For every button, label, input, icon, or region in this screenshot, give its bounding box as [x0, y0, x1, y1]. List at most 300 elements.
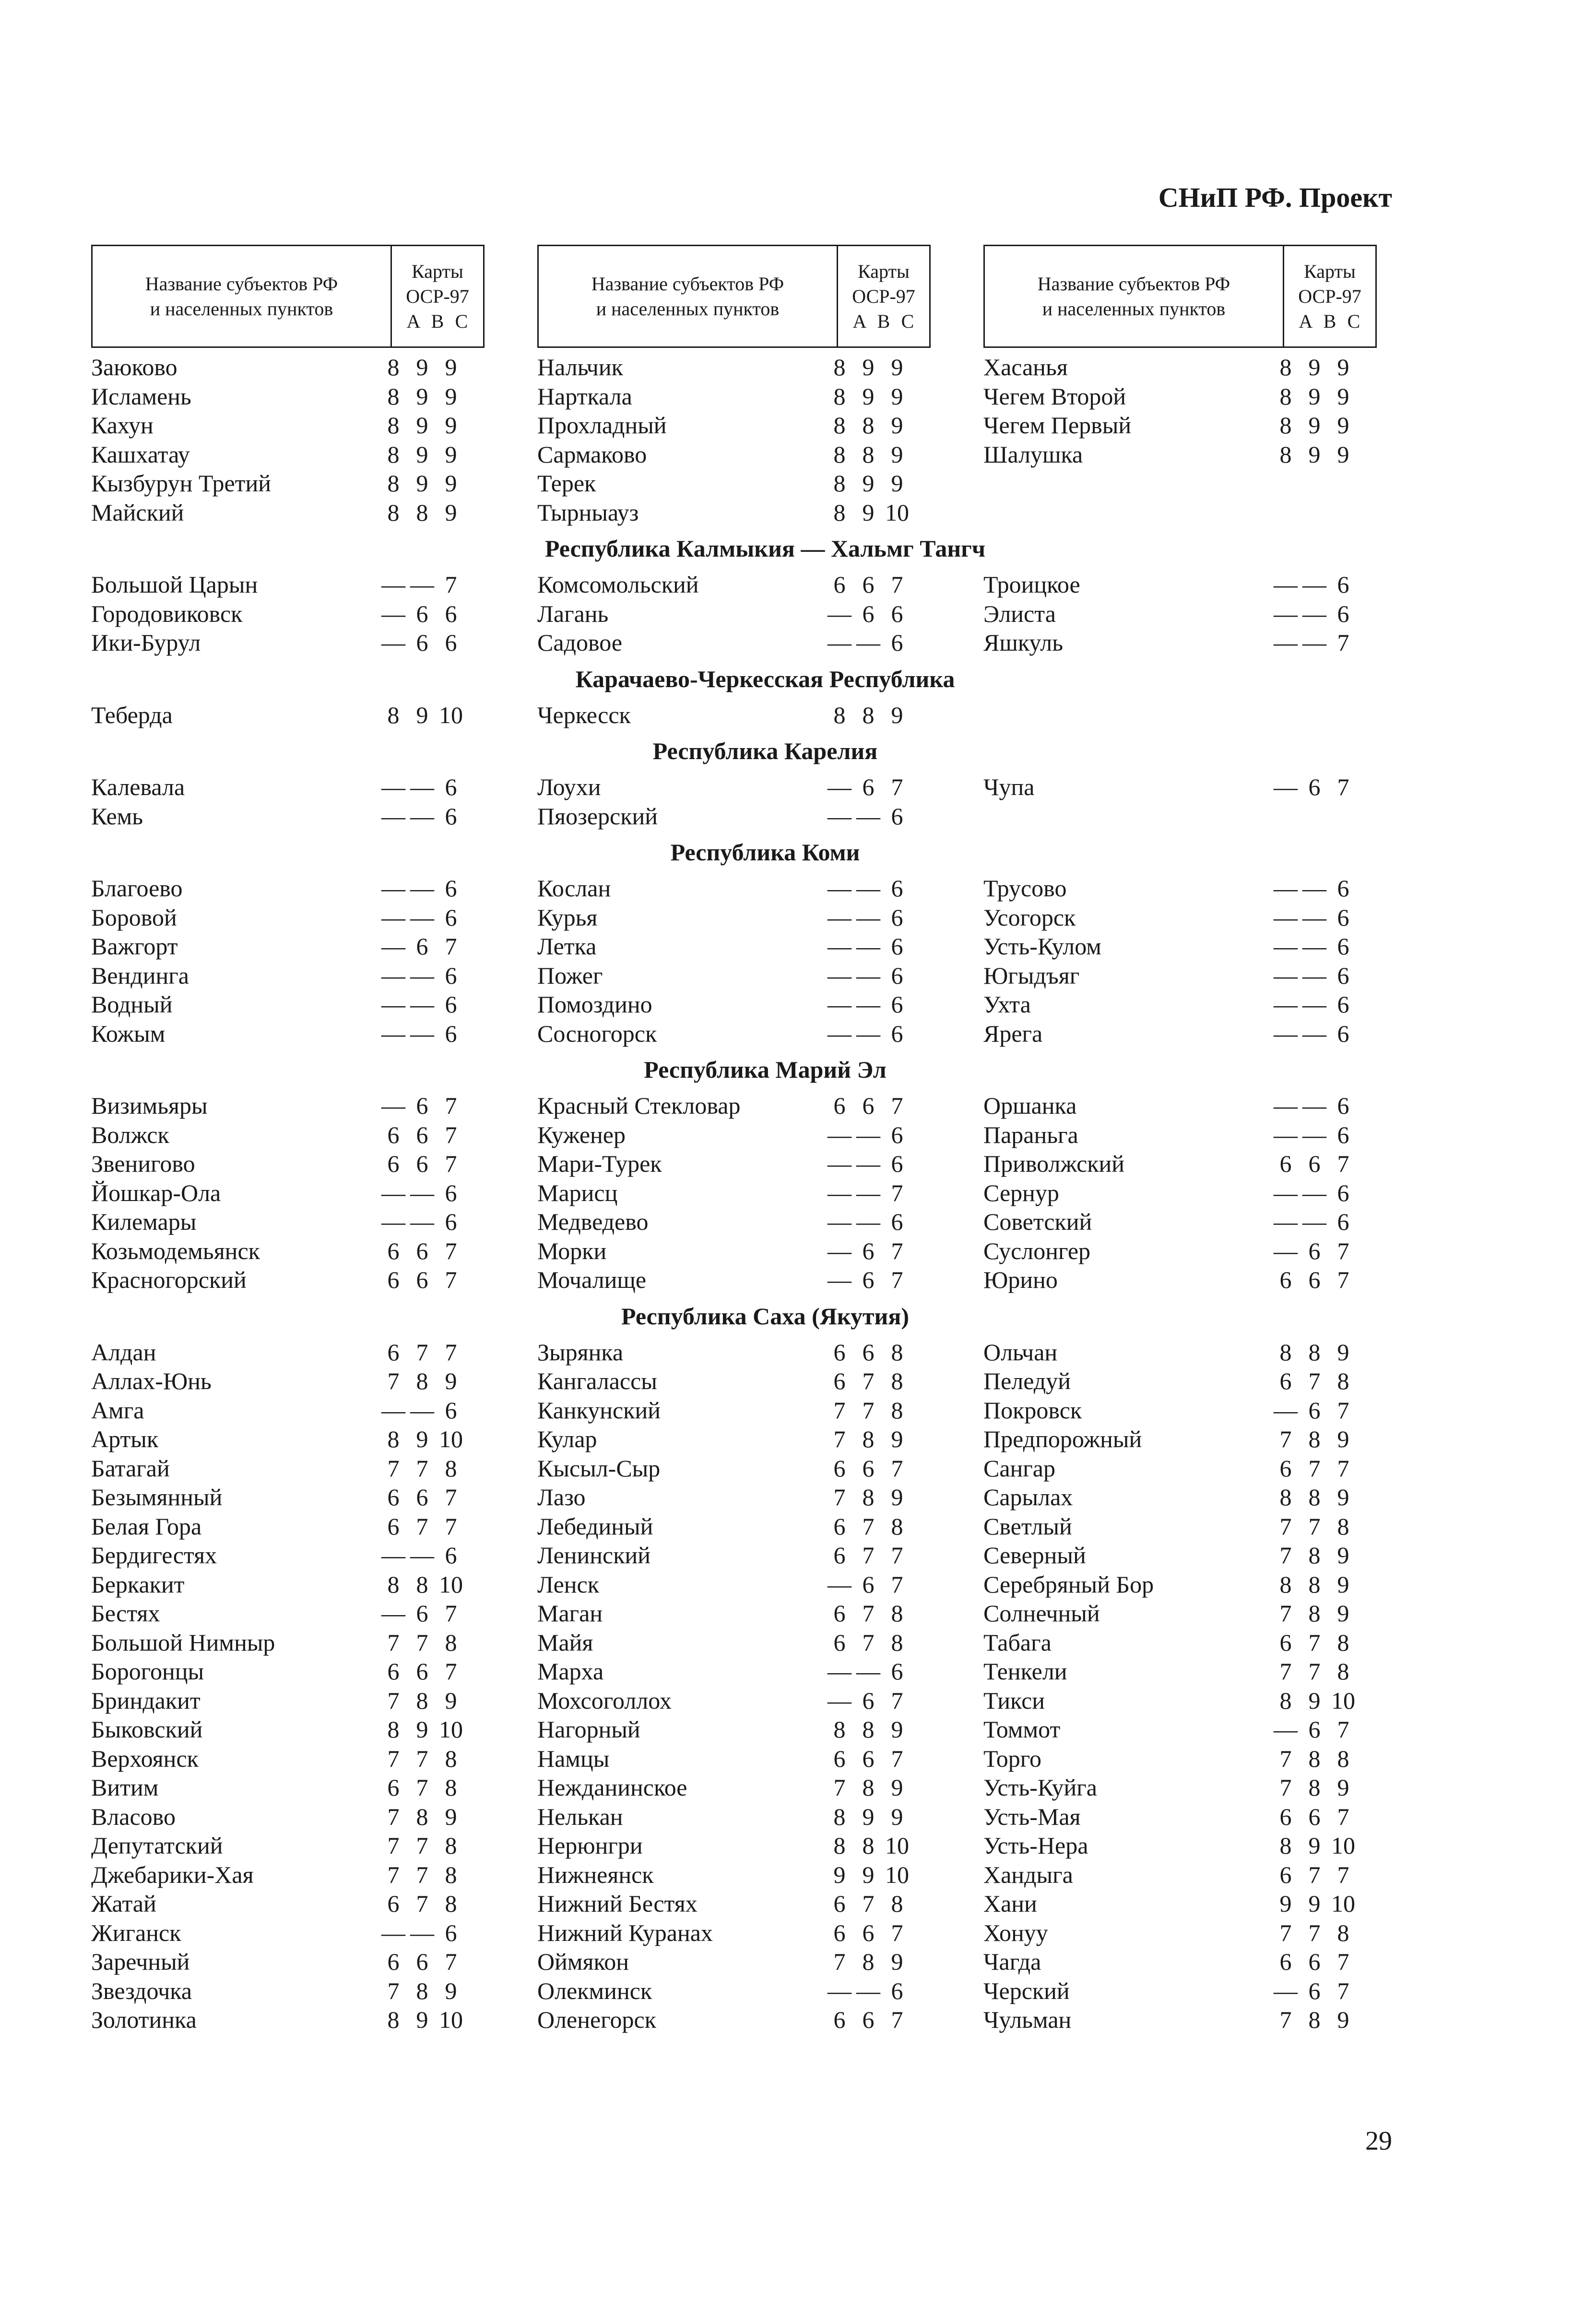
- map-b-value: 9: [1308, 1687, 1321, 1714]
- map-c-value: 9: [891, 1948, 903, 1975]
- map-c-value: 8: [1337, 1368, 1349, 1394]
- table-row: [983, 773, 1391, 802]
- map-b-value: 7: [862, 1890, 875, 1917]
- settlement-name: Звездочка: [91, 1977, 192, 2004]
- table-row: [983, 1570, 1391, 1599]
- settlement-name: Нагорный: [537, 1716, 640, 1743]
- map-b-value: 8: [862, 1484, 875, 1511]
- table-column: [537, 773, 983, 831]
- header-name-line2: и населенных пунктов: [150, 297, 333, 320]
- map-a-value: —: [1274, 1092, 1298, 1119]
- map-b-value: —: [410, 1542, 434, 1569]
- map-b-value: —: [856, 1658, 880, 1685]
- map-c-value: 7: [891, 1919, 903, 1946]
- table-row: [537, 1686, 983, 1715]
- header-col-c: C: [1347, 310, 1360, 332]
- map-a-value: —: [828, 904, 851, 931]
- map-a-value: 6: [387, 1948, 400, 1975]
- map-a-value: 7: [1279, 1774, 1292, 1801]
- table-row: [91, 1512, 537, 1541]
- table-row: [537, 2005, 983, 2034]
- map-a-value: 8: [1279, 1338, 1292, 1366]
- map-b-value: 8: [1308, 1426, 1321, 1452]
- map-a-value: 7: [833, 1948, 846, 1975]
- settlement-name: Золотинка: [91, 2006, 197, 2033]
- table-row: [91, 1947, 537, 1976]
- map-c-value: 7: [891, 1687, 903, 1714]
- header-map-columns: [848, 309, 920, 334]
- settlement-name: Оймякон: [537, 1948, 629, 1975]
- map-c-value: 9: [891, 1716, 903, 1743]
- table-row: [537, 1207, 983, 1237]
- map-a-value: 8: [833, 1803, 846, 1830]
- map-b-value: 8: [1308, 2006, 1321, 2033]
- table-row: [537, 382, 983, 411]
- map-a-value: —: [1274, 904, 1298, 931]
- map-a-value: —: [828, 1121, 851, 1148]
- map-a-value: —: [1274, 1121, 1298, 1148]
- map-a-value: 8: [833, 1832, 846, 1859]
- map-c-value: 8: [445, 1774, 457, 1801]
- map-b-value: 7: [862, 1542, 875, 1569]
- settlement-name: Красный Стекловар: [537, 1092, 741, 1119]
- header-maps-line2: ОСР-97: [1298, 285, 1361, 307]
- settlement-name: Элиста: [983, 600, 1056, 627]
- header-maps-line2: ОСР-97: [852, 285, 915, 307]
- region-title: Республика Коми: [670, 839, 860, 866]
- section-columns: [91, 353, 1391, 527]
- settlement-name: Бердигестях: [91, 1542, 217, 1569]
- section-columns: [91, 1091, 1391, 1295]
- table-row: [537, 1599, 983, 1628]
- map-b-value: 7: [862, 1368, 875, 1394]
- region-title: Республика Калмыкия — Хальмг Тангч: [544, 535, 986, 562]
- map-b-value: 6: [1308, 1266, 1321, 1293]
- table-headers: [91, 245, 1391, 348]
- map-a-value: —: [381, 991, 405, 1018]
- map-b-value: —: [856, 1179, 880, 1206]
- table-row: [537, 599, 983, 629]
- table-column: [91, 701, 537, 730]
- map-b-value: 8: [1308, 1570, 1321, 1598]
- map-b-value: 7: [1308, 1368, 1321, 1394]
- map-c-value: 7: [891, 1745, 903, 1772]
- map-c-value: 9: [1337, 1570, 1349, 1598]
- table-row: [537, 570, 983, 599]
- header-col-c: C: [455, 310, 468, 332]
- map-c-value: 6: [891, 933, 903, 960]
- table-row: [91, 1889, 537, 1918]
- table-row: [983, 1425, 1391, 1454]
- map-b-value: 9: [416, 354, 428, 381]
- map-c-value: 7: [445, 1484, 457, 1511]
- map-c-value: 6: [891, 991, 903, 1018]
- settlement-name: Хонуу: [983, 1919, 1048, 1946]
- map-b-value: 8: [862, 1716, 875, 1743]
- map-c-value: 10: [439, 1716, 463, 1743]
- map-b-value: 6: [1308, 1396, 1321, 1424]
- header-maps-line2: ОСР-97: [406, 285, 469, 307]
- map-b-value: 9: [416, 2006, 428, 2033]
- table-row: [537, 1425, 983, 1454]
- table-column: [91, 353, 537, 527]
- table-row: [537, 498, 983, 527]
- table-row: [91, 990, 537, 1019]
- table-column: [537, 353, 983, 527]
- table-row: [91, 1178, 537, 1208]
- map-a-value: —: [381, 1542, 405, 1569]
- map-a-value: 7: [387, 1368, 400, 1394]
- map-c-value: 6: [891, 904, 903, 931]
- map-a-value: 8: [387, 1716, 400, 1743]
- map-a-value: —: [1274, 571, 1298, 598]
- settlement-name: Калевала: [91, 773, 185, 800]
- map-a-value: —: [381, 1208, 405, 1235]
- map-a-value: 8: [833, 470, 846, 497]
- map-c-value: 7: [891, 773, 903, 800]
- map-a-value: 6: [833, 1338, 846, 1366]
- map-a-value: 6: [387, 1512, 400, 1540]
- map-a-value: 8: [387, 354, 400, 381]
- map-c-value: 6: [891, 1020, 903, 1047]
- map-b-value: 7: [1308, 1919, 1321, 1946]
- table-row: [91, 628, 537, 657]
- map-c-value: 9: [891, 1803, 903, 1830]
- table-row: [91, 1454, 537, 1483]
- map-c-value: 6: [1337, 600, 1349, 627]
- map-a-value: 7: [1279, 1658, 1292, 1685]
- settlement-name: Пожег: [537, 962, 603, 989]
- table-column: [983, 773, 1391, 831]
- map-c-value: 9: [445, 1687, 457, 1714]
- map-c-value: 6: [1337, 571, 1349, 598]
- map-a-value: —: [1274, 875, 1298, 902]
- map-b-value: 6: [862, 1338, 875, 1366]
- map-c-value: 7: [1337, 773, 1349, 800]
- table-row: [983, 1120, 1391, 1150]
- table-row: [537, 802, 983, 831]
- map-c-value: 7: [445, 1512, 457, 1540]
- settlement-name: Ленск: [537, 1570, 600, 1598]
- header-col-b: B: [877, 310, 890, 332]
- map-a-value: —: [1274, 1396, 1298, 1424]
- map-a-value: —: [1274, 962, 1298, 989]
- table-row: [983, 961, 1391, 990]
- map-c-value: 9: [1337, 440, 1349, 468]
- settlement-name: Лебединый: [537, 1512, 653, 1540]
- table-row: [983, 1265, 1391, 1295]
- table-row: [983, 1744, 1391, 1773]
- table-column: [537, 1091, 983, 1295]
- table-column: [91, 1091, 537, 1295]
- settlement-name: Усть-Нера: [983, 1832, 1088, 1859]
- header-name-cell: [93, 246, 392, 346]
- map-b-value: —: [856, 991, 880, 1018]
- map-a-value: —: [381, 571, 405, 598]
- map-c-value: 8: [1337, 1512, 1349, 1540]
- table-row: [983, 1396, 1391, 1425]
- map-a-value: —: [1274, 1237, 1298, 1264]
- table-row: [91, 1918, 537, 1948]
- table-row: [983, 1599, 1391, 1628]
- table-column: [983, 1338, 1391, 2034]
- table-row: [537, 932, 983, 961]
- settlement-name: Ярега: [983, 1020, 1043, 1047]
- map-b-value: 9: [1308, 1890, 1321, 1917]
- map-b-value: —: [856, 1121, 880, 1148]
- settlement-name: Серебряный Бор: [983, 1570, 1154, 1598]
- map-c-value: 10: [1331, 1890, 1355, 1917]
- section-columns: [91, 570, 1391, 657]
- settlement-name: Волжск: [91, 1121, 169, 1148]
- settlement-name: Мари-Турек: [537, 1150, 662, 1177]
- map-c-value: 9: [891, 1426, 903, 1452]
- map-c-value: 6: [1337, 1208, 1349, 1235]
- map-c-value: 10: [439, 2006, 463, 2033]
- map-a-value: —: [828, 1658, 851, 1685]
- map-a-value: 7: [387, 1745, 400, 1772]
- settlement-name: Верхоянск: [91, 1745, 199, 1772]
- map-c-value: 10: [1331, 1687, 1355, 1714]
- settlement-name: Джебарики-Хая: [91, 1861, 254, 1888]
- table-row: [91, 440, 537, 469]
- map-b-value: 6: [416, 629, 428, 656]
- map-a-value: 7: [1279, 1600, 1292, 1627]
- table-column: [983, 353, 1391, 527]
- table-row: [537, 1512, 983, 1541]
- map-c-value: 6: [891, 1121, 903, 1148]
- settlement-name: Кызбурун Третий: [91, 470, 272, 497]
- map-a-value: 8: [387, 499, 400, 526]
- map-a-value: —: [381, 904, 405, 931]
- table-row: [91, 1657, 537, 1686]
- settlement-name: Вендинга: [91, 962, 189, 989]
- map-b-value: 7: [1308, 1861, 1321, 1888]
- settlement-name: Майский: [91, 499, 184, 526]
- map-a-value: —: [828, 1020, 851, 1047]
- table-row: [983, 932, 1391, 961]
- map-b-value: 8: [862, 1426, 875, 1452]
- table-header-box: [91, 245, 485, 348]
- header-name-line1: Название субъектов РФ: [591, 273, 784, 295]
- map-a-value: 7: [1279, 1426, 1292, 1452]
- map-a-value: 7: [387, 1803, 400, 1830]
- map-b-value: 6: [1308, 1716, 1321, 1743]
- map-c-value: 9: [1337, 412, 1349, 439]
- settlement-name: Кулар: [537, 1426, 597, 1452]
- settlement-name: Марха: [537, 1658, 604, 1685]
- table-row: [983, 1976, 1391, 2006]
- table-row: [983, 1657, 1391, 1686]
- map-a-value: 6: [833, 1600, 846, 1627]
- map-b-value: 7: [1308, 1629, 1321, 1656]
- map-a-value: 6: [1279, 1803, 1292, 1830]
- settlement-name: Кангалассы: [537, 1368, 657, 1394]
- map-a-value: —: [828, 1179, 851, 1206]
- table-row: [91, 1686, 537, 1715]
- map-b-value: 7: [416, 1338, 428, 1366]
- map-c-value: 10: [885, 1832, 909, 1859]
- table-row: [537, 1019, 983, 1048]
- map-b-value: 6: [862, 1266, 875, 1293]
- settlement-name: Усогорск: [983, 904, 1076, 931]
- map-c-value: 7: [891, 1237, 903, 1264]
- settlement-name: Параньга: [983, 1121, 1078, 1148]
- map-b-value: 8: [862, 1774, 875, 1801]
- settlement-name: Табага: [983, 1629, 1052, 1656]
- map-a-value: 8: [833, 701, 846, 728]
- map-b-value: 6: [1308, 1237, 1321, 1264]
- map-c-value: 7: [1337, 1266, 1349, 1293]
- map-b-value: —: [1302, 875, 1326, 902]
- table-row: [537, 1947, 983, 1976]
- map-b-value: 7: [862, 1512, 875, 1540]
- settlement-name: Кемь: [91, 802, 143, 830]
- map-a-value: 6: [833, 1454, 846, 1482]
- map-a-value: 6: [833, 1890, 846, 1917]
- map-c-value: 7: [445, 1658, 457, 1685]
- table-row: [537, 1976, 983, 2006]
- settlement-name: Амга: [91, 1396, 144, 1424]
- map-c-value: 6: [445, 802, 457, 830]
- map-b-value: —: [856, 1208, 880, 1235]
- map-c-value: 6: [445, 962, 457, 989]
- table-row: [983, 2005, 1391, 2034]
- map-c-value: 6: [445, 1208, 457, 1235]
- map-b-value: 9: [862, 470, 875, 497]
- map-b-value: 6: [416, 1150, 428, 1177]
- settlement-name: Пеледуй: [983, 1368, 1071, 1394]
- map-a-value: —: [381, 629, 405, 656]
- map-a-value: 6: [387, 1150, 400, 1177]
- table-row: [983, 1802, 1391, 1832]
- map-b-value: —: [1302, 991, 1326, 1018]
- map-c-value: 7: [1337, 1861, 1349, 1888]
- map-a-value: 7: [1279, 1512, 1292, 1540]
- settlement-name: Сосногорск: [537, 1020, 657, 1047]
- map-b-value: 7: [416, 1629, 428, 1656]
- map-a-value: 6: [1279, 1266, 1292, 1293]
- table-row: [983, 1338, 1391, 1367]
- table-row: [91, 701, 537, 730]
- settlement-name: Нежданинское: [537, 1774, 687, 1801]
- header-col-b: B: [431, 310, 444, 332]
- map-c-value: 6: [891, 629, 903, 656]
- settlement-name: Зырянка: [537, 1338, 624, 1366]
- table-row: [537, 701, 983, 730]
- table-row: [537, 1149, 983, 1178]
- settlement-name: Шалушка: [983, 440, 1083, 468]
- settlement-name: Нижний Куранах: [537, 1919, 713, 1946]
- region-section: [91, 729, 1391, 831]
- map-b-value: —: [1302, 933, 1326, 960]
- map-a-value: 8: [1279, 412, 1292, 439]
- table-row: [983, 1860, 1391, 1890]
- map-b-value: 8: [416, 1687, 428, 1714]
- settlement-name: Лоухи: [537, 773, 601, 800]
- settlement-name: Чегем Второй: [983, 382, 1126, 410]
- section-columns: [91, 701, 1391, 730]
- map-c-value: 9: [445, 470, 457, 497]
- map-b-value: 8: [416, 1570, 428, 1598]
- map-c-value: 6: [1337, 1121, 1349, 1148]
- map-a-value: —: [828, 1150, 851, 1177]
- section-columns: [91, 773, 1391, 831]
- settlement-name: Усть-Куйга: [983, 1774, 1097, 1801]
- settlement-name: Нарткала: [537, 382, 632, 410]
- map-c-value: 7: [891, 1179, 903, 1206]
- table-row: [537, 1178, 983, 1208]
- settlement-name: Сернур: [983, 1179, 1059, 1206]
- map-b-value: —: [410, 1919, 434, 1946]
- table-row: [91, 874, 537, 903]
- map-c-value: 6: [1337, 904, 1349, 931]
- settlement-name: Красногорский: [91, 1266, 247, 1293]
- map-b-value: 7: [1308, 1658, 1321, 1685]
- settlement-name: Курья: [537, 904, 598, 931]
- settlement-name: Власово: [91, 1803, 176, 1830]
- map-a-value: 6: [833, 1092, 846, 1119]
- map-b-value: —: [1302, 904, 1326, 931]
- map-b-value: 6: [862, 1092, 875, 1119]
- table-row: [537, 1831, 983, 1860]
- page-number: 29: [1365, 2126, 1392, 2156]
- settlement-name: Суслонгер: [983, 1237, 1091, 1264]
- map-b-value: 7: [416, 1832, 428, 1859]
- map-a-value: —: [1274, 991, 1298, 1018]
- map-a-value: 7: [833, 1484, 846, 1511]
- table-row: [983, 1541, 1391, 1570]
- map-b-value: —: [1302, 1020, 1326, 1047]
- region-section: [91, 527, 1391, 657]
- map-b-value: —: [1302, 1092, 1326, 1119]
- map-b-value: 9: [1308, 354, 1321, 381]
- table-row: [537, 1744, 983, 1773]
- table-row: [983, 1237, 1391, 1266]
- table-row: [91, 1773, 537, 1802]
- table-row: [91, 382, 537, 411]
- map-c-value: 6: [445, 1542, 457, 1569]
- map-b-value: 7: [416, 1454, 428, 1482]
- header-name-line1: Название субъектов РФ: [1037, 273, 1230, 295]
- map-c-value: 9: [891, 470, 903, 497]
- table-row: [537, 1657, 983, 1686]
- map-c-value: 7: [891, 1454, 903, 1482]
- settlement-name: Яшкуль: [983, 629, 1063, 656]
- settlement-name: Пяозерский: [537, 802, 658, 830]
- map-a-value: 8: [1279, 1687, 1292, 1714]
- table-row: [537, 411, 983, 440]
- map-c-value: 7: [445, 1150, 457, 1177]
- map-a-value: —: [1274, 1179, 1298, 1206]
- map-c-value: 9: [1337, 382, 1349, 410]
- map-a-value: —: [1274, 773, 1298, 800]
- table-row: [91, 498, 537, 527]
- settlement-name: Нальчик: [537, 354, 623, 381]
- map-a-value: 8: [833, 354, 846, 381]
- map-a-value: 7: [1279, 1542, 1292, 1569]
- map-c-value: 7: [1337, 1237, 1349, 1264]
- map-a-value: —: [381, 1179, 405, 1206]
- table-row: [91, 802, 537, 831]
- map-a-value: 6: [833, 1542, 846, 1569]
- map-c-value: 6: [445, 1020, 457, 1047]
- map-c-value: 10: [439, 1570, 463, 1598]
- settlement-name: Куженер: [537, 1121, 626, 1148]
- map-b-value: 8: [1308, 1774, 1321, 1801]
- map-c-value: 7: [891, 1266, 903, 1293]
- map-a-value: 7: [1279, 1919, 1292, 1946]
